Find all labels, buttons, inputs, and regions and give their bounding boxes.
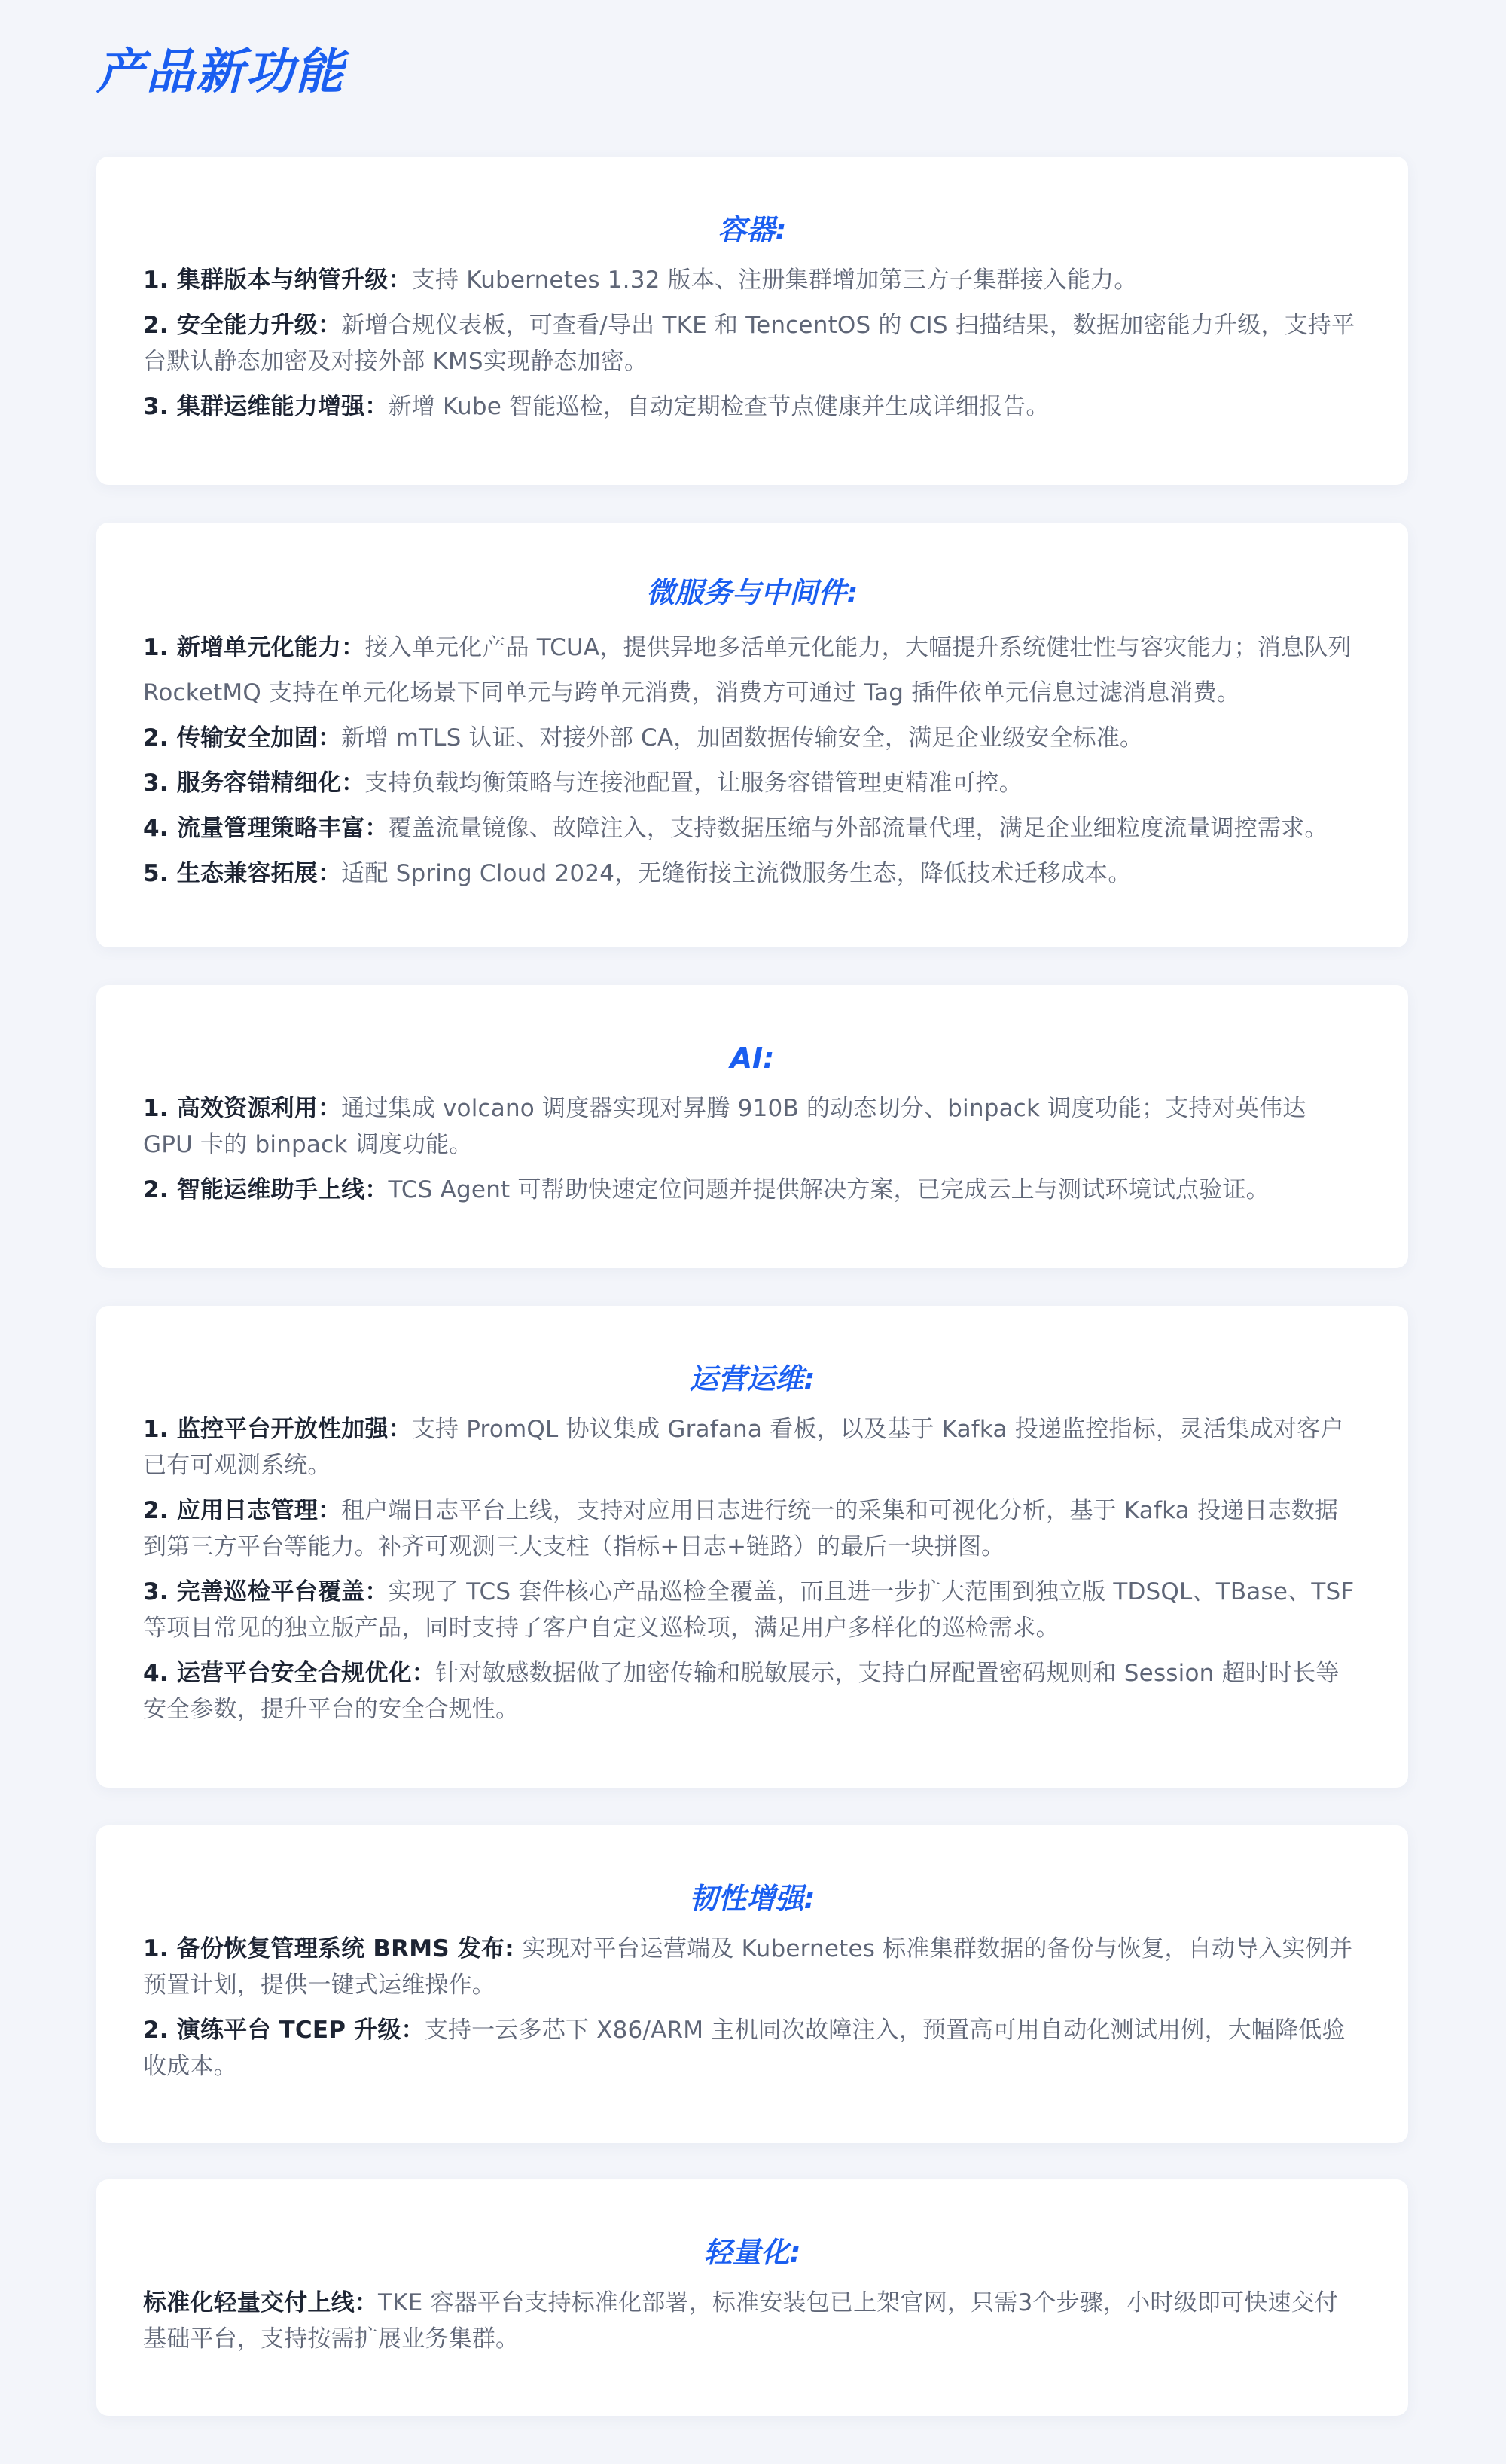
feature-text: 新增 mTLS 认证、对接外部 CA，加固数据传输安全，满足企业级安全标准。	[341, 724, 1144, 752]
feature-item	[143, 806, 1361, 851]
feature-text: 适配 Spring Cloud 2024，无缝衔接主流微服务生态，降低技术迁移成本。	[341, 860, 1132, 887]
feature-text: 实现了 TCS 套件核心产品巡检全覆盖，而且进一步扩大范围到独立版 TDSQL、TBase、TSF 等项目常见的独立版产品，同时支持了客户自定义巡检项，满足用户多样化的巡检需求。	[143, 1578, 1355, 1642]
feature-key: 3. 完善巡检平台覆盖：	[143, 1578, 389, 1606]
feature-item	[143, 1574, 1361, 1646]
feature-key: 4. 运营平台安全合规优化：	[143, 1660, 435, 1687]
section-title: 容器:	[718, 213, 787, 246]
feature-item	[143, 1493, 1361, 1565]
feature-key: 标准化轻量交付上线：	[143, 2289, 378, 2316]
section-card-ai	[96, 985, 1408, 1268]
feature-item	[143, 1090, 1361, 1163]
feature-text: 接入单元化产品 TCUA，提供异地多活单元化能力，大幅提升系统健壮性与容灾能力；消息队列 RocketMQ 支持在单元化场景下同单元与跨单元消费，消费方可通过 Tag 插件依单元信息过滤消息消费。	[143, 634, 1352, 706]
feature-text: 租户端日志平台上线，支持对应用日志进行统一的采集和可视化分析，基于 Kafka 投递日志数据到第三方平台等能力。补齐可观测三大支柱（指标+日志+链路）的最后一块拼图。	[143, 1497, 1339, 1560]
feature-key: 2. 应用日志管理：	[143, 1497, 342, 1524]
section-title: 轻量化:	[703, 2236, 801, 2269]
feature-list	[143, 2285, 1361, 2357]
feature-key: 1. 高效资源利用：	[143, 1095, 342, 1122]
feature-item	[143, 1411, 1361, 1484]
section-card-container	[96, 157, 1408, 485]
section-card-operations	[96, 1306, 1408, 1788]
feature-item	[143, 1172, 1361, 1208]
feature-item	[143, 389, 1361, 425]
feature-list	[143, 1090, 1361, 1208]
section-title: 微服务与中间件:	[646, 576, 858, 609]
feature-item	[143, 1931, 1361, 2003]
feature-text: 覆盖流量镜像、故障注入，支持数据压缩与外部流量代理，满足企业细粒度流量调控需求。	[388, 815, 1328, 842]
feature-text: 新增合规仪表板，可查看/导出 TKE 和 TencentOS 的 CIS 扫描结果，数据加密能力升级，支持平台默认静态加密及对接外部 KMS实现静态加密。	[143, 312, 1355, 375]
feature-item	[143, 715, 1361, 761]
feature-key: 3. 服务容错精细化：	[143, 770, 365, 797]
feature-text: 通过集成 volcano 调度器实现对昇腾 910B 的动态切分、binpack 调度功能；支持对英伟达 GPU 卡的 binpack 调度功能。	[143, 1095, 1306, 1158]
feature-list	[143, 625, 1361, 896]
page-title: 产品新功能	[96, 44, 345, 100]
feature-item	[143, 262, 1361, 298]
feature-item	[143, 307, 1361, 380]
section-card-resilience	[96, 1825, 1408, 2143]
feature-item	[143, 625, 1361, 715]
feature-text: 实现对平台运营端及 Kubernetes 标准集群数据的备份与恢复，自动导入实例并预置计划，提供一键式运维操作。	[143, 1935, 1353, 1999]
feature-key: 1. 集群版本与纳管升级：	[143, 267, 412, 294]
feature-key: 1. 新增单元化能力：	[143, 634, 365, 661]
section-title: 运营运维:	[689, 1362, 815, 1395]
feature-key: 2. 安全能力升级：	[143, 312, 342, 339]
feature-key: 3. 集群运维能力增强：	[143, 393, 389, 420]
feature-item	[143, 1655, 1361, 1728]
feature-list	[143, 262, 1361, 425]
feature-text: TCS Agent 可帮助快速定位问题并提供解决方案，已完成云上与测试环境试点验证。	[388, 1176, 1270, 1203]
feature-text: 新增 Kube 智能巡检，自动定期检查节点健康并生成详细报告。	[388, 393, 1050, 420]
feature-key: 2. 智能运维助手上线：	[143, 1176, 389, 1203]
section-title: AI:	[730, 1041, 775, 1075]
feature-item	[143, 2285, 1361, 2357]
feature-item	[143, 2012, 1361, 2084]
feature-key: 5. 生态兼容拓展：	[143, 860, 342, 887]
feature-item	[143, 851, 1361, 896]
feature-text: 支持 Kubernetes 1.32 版本、注册集群增加第三方子集群接入能力。	[411, 267, 1138, 294]
section-title: 韧性增强:	[689, 1882, 815, 1915]
feature-text: 针对敏感数据做了加密传输和脱敏展示，支持白屏配置密码规则和 Session 超时时长等安全参数，提升平台的安全合规性。	[143, 1660, 1340, 1723]
section-card-microservices	[96, 523, 1408, 947]
feature-key: 1. 备份恢复管理系统 BRMS 发布:	[143, 1935, 523, 1962]
feature-text: 支持负载均衡策略与连接池配置，让服务容错管理更精准可控。	[364, 770, 1023, 797]
feature-key: 1. 监控平台开放性加强：	[143, 1416, 412, 1443]
feature-text: TKE 容器平台支持标准化部署，标准安装包已上架官网，只需3个步骤，小时级即可快速交付基础平台，支持按需扩展业务集群。	[143, 2289, 1339, 2353]
feature-item	[143, 761, 1361, 806]
feature-text: 支持 PromQL 协议集成 Grafana 看板，以及基于 Kafka 投递监控指标，灵活集成对客户已有可观测系统。	[143, 1416, 1344, 1479]
feature-list	[143, 1411, 1361, 1728]
feature-text: 支持一云多芯下 X86/ARM 主机同次故障注入，预置高可用自动化测试用例，大幅降低验收成本。	[143, 2017, 1346, 2080]
feature-key: 4. 流量管理策略丰富：	[143, 815, 389, 842]
feature-key: 2. 演练平台 TCEP 升级：	[143, 2017, 425, 2044]
feature-key: 2. 传输安全加固：	[143, 724, 342, 752]
feature-list	[143, 1931, 1361, 2084]
section-card-lightweight	[96, 2179, 1408, 2416]
